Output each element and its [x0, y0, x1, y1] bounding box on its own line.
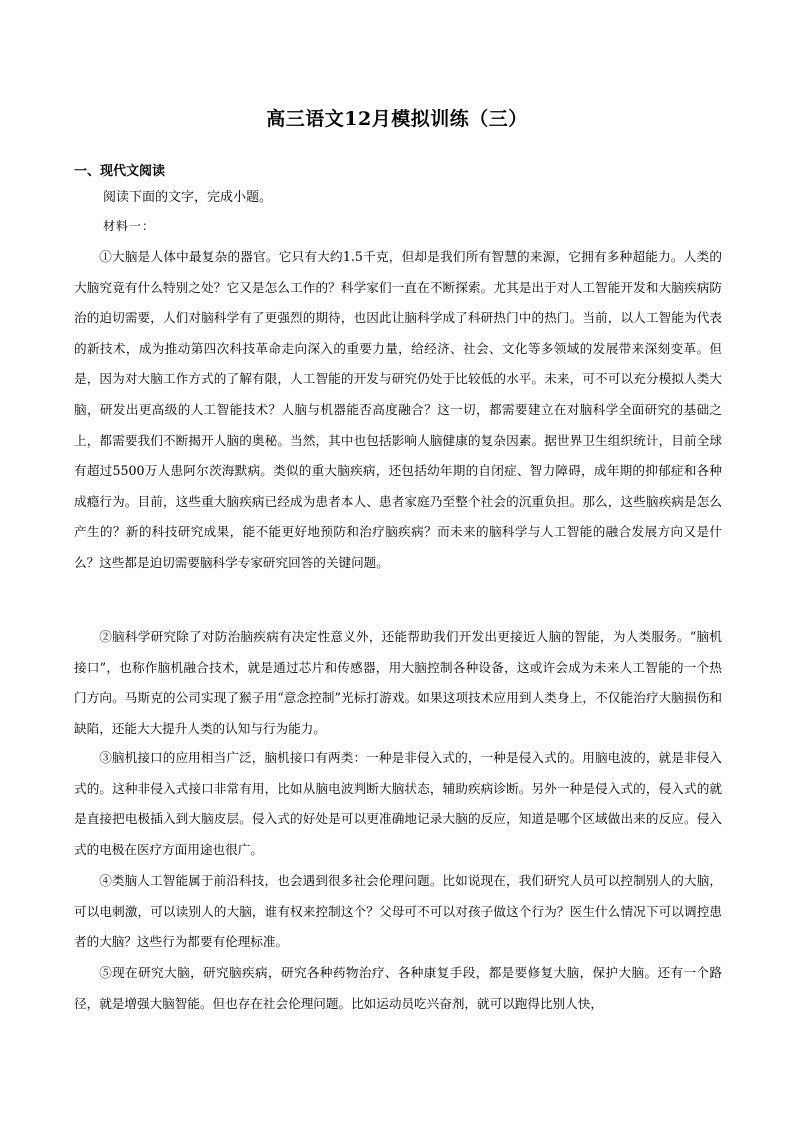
paragraph-2: ②脑科学研究除了对防治脑疾病有决定性意义外，还能帮助我们开发出更接近人脑的智能，为人类服务。“脑机接口”，也称作脑机融合技术，就是通过芯片和传感器，用大脑控制各种设备，这或许会成为未来人工智能的一个热门方向。马斯克的公司实现了猴子用“意念控制”光标打游戏。如果这项技术应用到人类身上，不仅能治疗大脑损伤和缺陷，还能大大提升人类的认知与行为能力。: [74, 629, 722, 736]
reading-instruction: 阅读下面的文字，完成小题。: [103, 190, 273, 205]
material-label: 材料一：: [103, 219, 156, 233]
section-heading: 一、现代文阅读: [74, 164, 166, 179]
paragraph-4: ④类脑人工智能属于前沿科技，也会遇到很多社会伦理问题。比如说现在，我们研究人员可以控制别人的大脑，可以电刺激，可以读别人的大脑，谁有权来控制这个？父母可不可以对孩子做这个行为？医生什么情况下可以调控患者的大脑？这些行为都要有伦理标准。: [74, 873, 722, 950]
page-title: 高三语文12月模拟训练（三）: [266, 108, 528, 130]
paragraph-3: ③脑机接口的应用相当广泛，脑机接口有两类：一种是非侵入式的，一种是侵入式的。用脑电波的，就是非侵入式的。这种非侵入式接口非常有用，比如从脑电波判断大脑状态，辅助疾病诊断。另外一种是侵入式的，侵入式的就是直接把电极插入到大脑皮层。侵入式的好处是可以更准确地记录大脑的反应，知道是哪个区域做出来的反应。侵入式的电极在医疗方面用途也很广。: [74, 750, 722, 857]
paragraph-1: ①大脑是人体中最复杂的器官。它只有大约1.5千克，但却是我们所有智慧的来源，它拥有多种超能力。人类的大脑究竟有什么特别之处？它又是怎么工作的？科学家们一直在不断探索。尤其是出于对人工智能开发和大脑疾病防治的迫切需要，人们对脑科学有了更强烈的期待，也因此让脑科学成了科研热门中的热门。当前，以人工智能为代表的新技术，成为推动第四次科技革命走向深入的重要力量，给经济、社会、文化等多领域的发展带来深刻变革。但是，因为对大脑工作方式的了解有限，人工智能的开发与研究仍处于比较低的水平。未来，可不可以充分模拟人类大脑，研发出更高级的人工智能技术？人脑与机器能否高度融合？这一切，都需要建立在对脑科学全面研究的基础之上，都需要我们不断揭开人脑的奥秘。当然，其中也包括影响人脑健康的复杂因素。据世界卫生组织统计，目前全球有超过5500万人患阿尔茨海默病。类似的重大脑疾病，还包括幼年期的自闭症、智力障碍，成年期的抑郁症和各种成瘾行为。目前，这些重大脑疾病已经成为患者本人、患者家庭乃至整个社会的沉重负担。那么，这些脑疾病是怎么产生的？新的科技研究成果，能不能更好地预防和治疗脑疾病？而未来的脑科学与人工智能的融合发展方向又是什么？这些都是迫切需要脑科学专家研究回答的关键问题。: [74, 249, 722, 570]
paragraph-5: ⑤现在研究大脑，研究脑疾病，研究各种药物治疗、各种康复手段，都是要修复大脑，保护大脑。还有一个路径，就是增强大脑智能。但也存在社会伦理问题。比如运动员吃兴奋剂，就可以跑得比别人快，: [74, 965, 722, 1011]
